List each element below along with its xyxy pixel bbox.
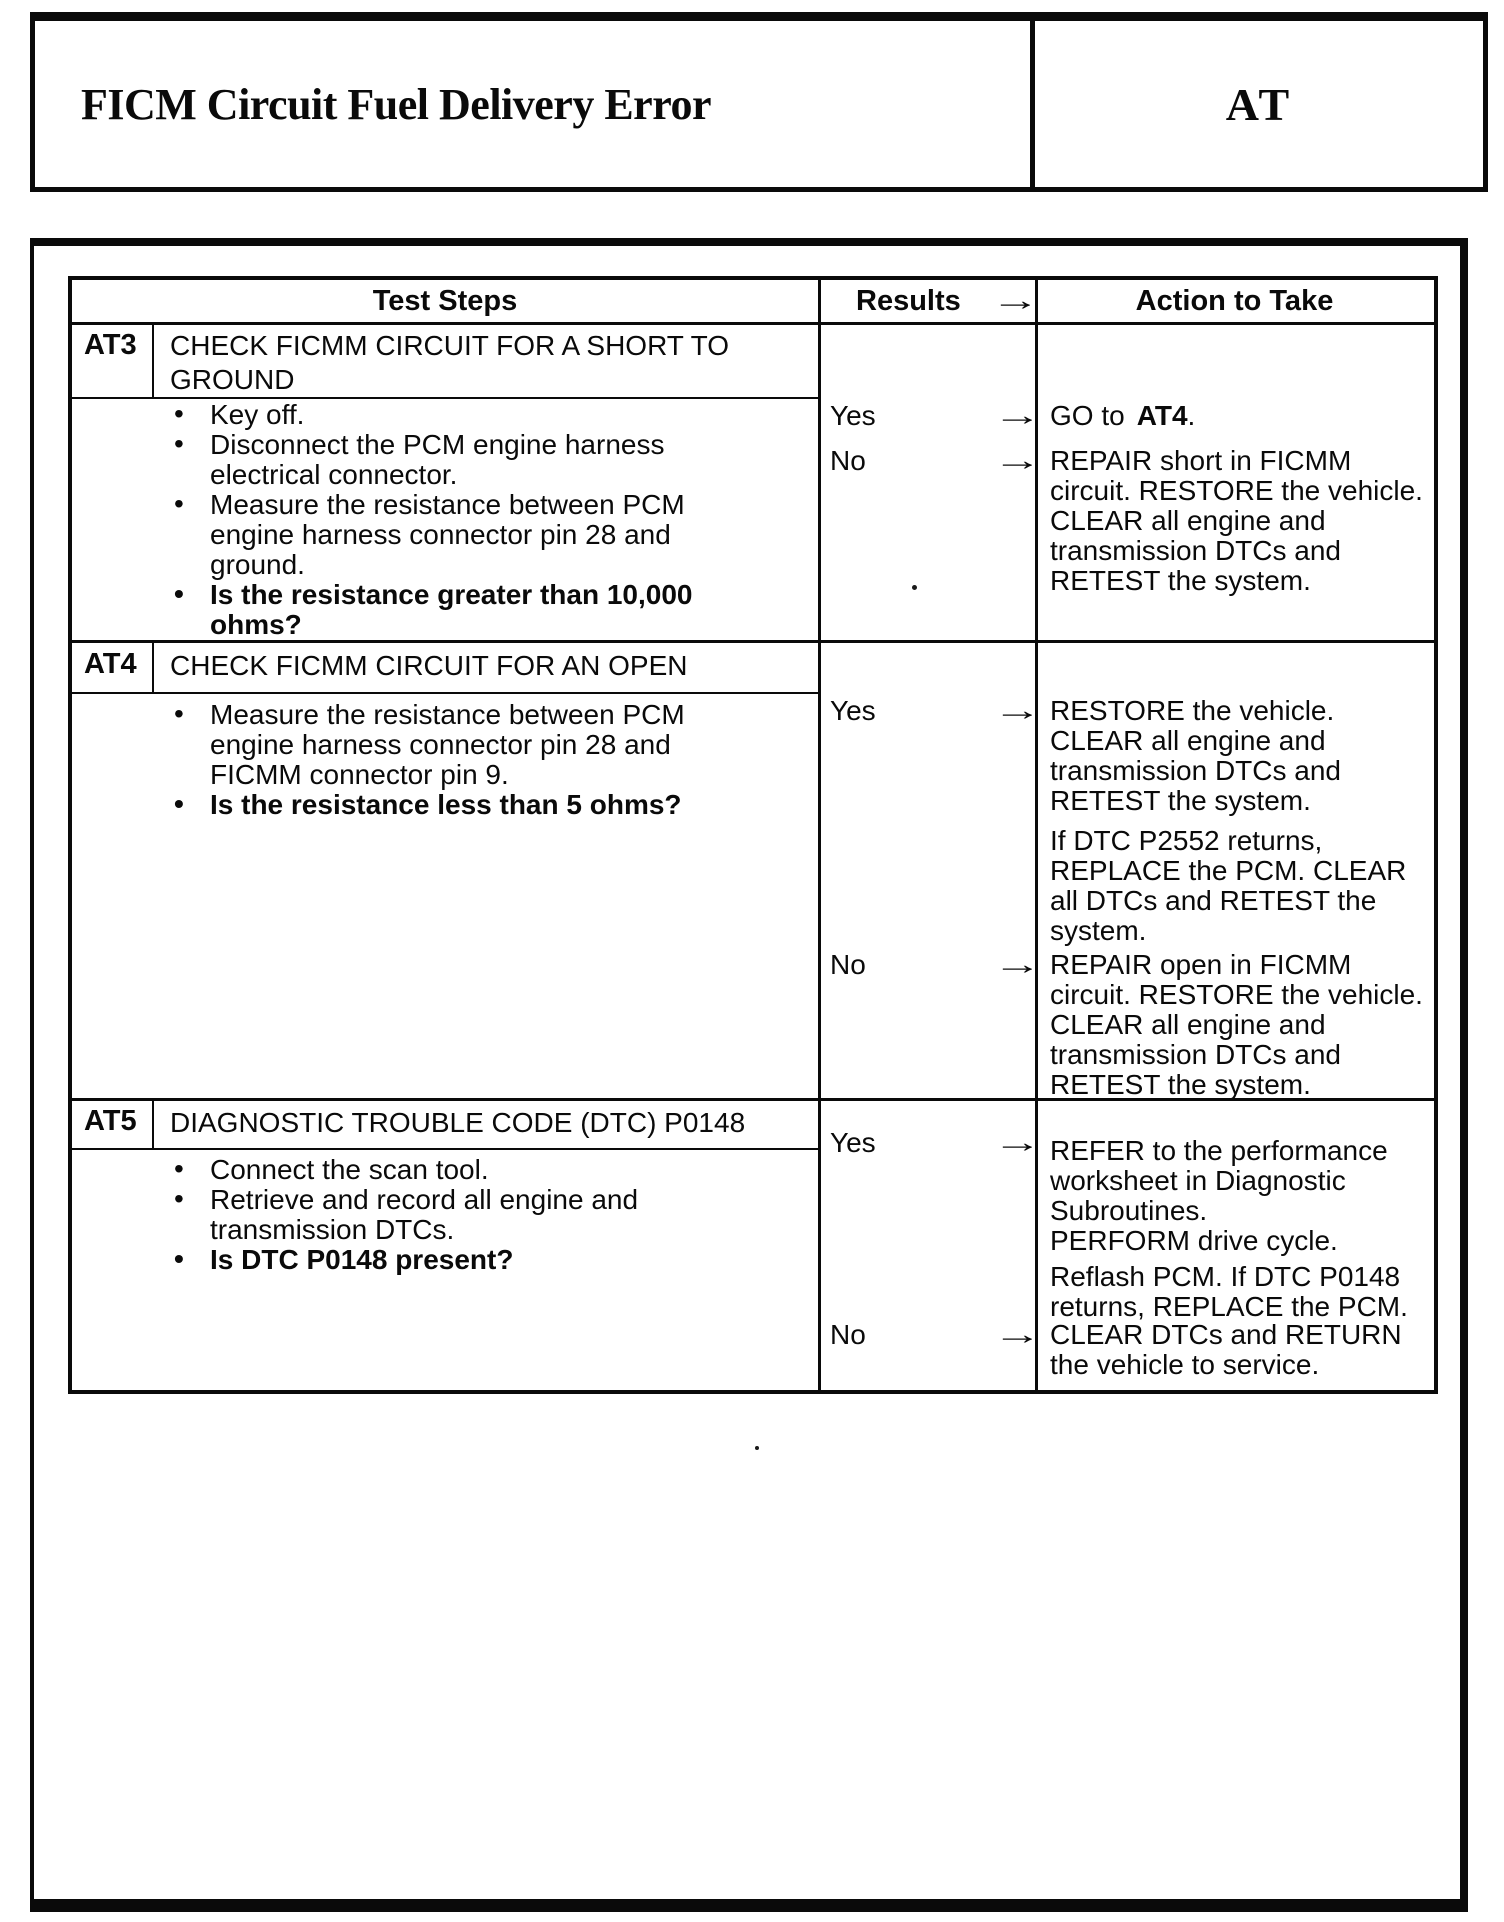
bullet-item: • Key off. <box>174 398 305 430</box>
result-answer: No <box>830 445 866 476</box>
step-bullets-at4 <box>166 700 720 820</box>
action-text: PERFORM drive cycle. <box>1050 1225 1338 1256</box>
at3-at4-divider <box>72 640 1434 643</box>
at3-title-divider <box>72 397 820 399</box>
action-text: REPAIR open in FICMM circuit. RESTORE the vehicle. CLEAR all engine and transmission DTCs and RETEST the system. <box>1050 949 1423 1100</box>
header-row-divider <box>72 322 1434 325</box>
scan-speck <box>755 1446 759 1450</box>
arrow-right-icon: → <box>992 1127 1042 1159</box>
arrow-right-icon: → <box>992 949 1042 981</box>
action-text: REPAIR short in FICMM circuit. RESTORE the vehicle. CLEAR all engine and transmission DTCs and RETEST the system. <box>1050 445 1423 596</box>
goto-step-reference: AT4 <box>1136 400 1188 431</box>
scan-speck <box>912 585 917 590</box>
step-id-at4: AT4 <box>84 648 137 680</box>
result-answer: Yes <box>830 400 876 431</box>
arrow-right-icon: → <box>990 285 1040 317</box>
at4-title-divider <box>72 692 820 694</box>
column-header-action: Action to Take <box>1135 285 1334 317</box>
result-no-row-at3 <box>818 446 1042 476</box>
bullet-icon: • <box>174 1153 184 1184</box>
column-header-results: Results → <box>856 285 1040 317</box>
step-title-at3: CHECK FICMM CIRCUIT FOR A SHORT TO GROUND <box>170 330 730 395</box>
at5-title-divider <box>72 1148 820 1150</box>
bullet-icon: • <box>174 788 184 819</box>
title-cell <box>35 21 1030 187</box>
section-code-box <box>1030 21 1483 187</box>
arrow-right-icon: → <box>992 1319 1042 1351</box>
action-cell-at3-yes <box>1050 401 1430 431</box>
bullet-icon: • <box>174 578 184 609</box>
action-text: RESTORE the vehicle. CLEAR all engine and transmission DTCs and RETEST the system. <box>1050 695 1341 816</box>
step-id-at5: AT5 <box>84 1105 137 1137</box>
section-code: AT <box>1225 78 1293 130</box>
action-text: CLEAR DTCs and RETURN the vehicle to service. <box>1050 1319 1402 1380</box>
bullet-item: • Measure the resistance between PCM engine harness connector pin 28 and FICMM connector pin 9. <box>174 698 685 790</box>
at3-label-divider <box>152 322 154 399</box>
at5-label-divider <box>152 1098 154 1150</box>
at4-label-divider <box>152 640 154 694</box>
result-answer: Yes <box>830 1127 876 1158</box>
bullet-icon: • <box>174 1183 184 1214</box>
bullet-item: • Connect the scan tool. <box>174 1153 489 1185</box>
result-answer: No <box>830 949 866 980</box>
action-cell-at4-no <box>1050 950 1430 1100</box>
bullet-icon: • <box>174 698 184 729</box>
result-no-row-at4 <box>818 950 1042 980</box>
result-yes-row-at4 <box>818 696 1042 726</box>
step-id-at3: AT3 <box>84 329 137 361</box>
result-yes-row-at3 <box>818 401 1042 431</box>
bullet-item: • Disconnect the PCM engine harness electrical connector. <box>174 428 665 490</box>
arrow-right-icon: → <box>992 695 1042 727</box>
arrow-right-icon: → <box>992 445 1042 477</box>
action-cell-at5-no <box>1050 1320 1430 1380</box>
bullet-icon: • <box>174 398 184 429</box>
step-bullets-at5 <box>166 1155 720 1275</box>
action-cell-at4-yes <box>1050 696 1430 946</box>
action-text: Reflash PCM. If DTC P0148 returns, REPLACE the PCM. <box>1050 1261 1408 1322</box>
action-text: GO to AT4. <box>1050 400 1196 431</box>
result-no-row-at5 <box>818 1320 1042 1350</box>
bullet-item: • Retrieve and record all engine and transmission DTCs. <box>174 1183 639 1245</box>
bullet-item: • Measure the resistance between PCM engine harness connector pin 28 and ground. <box>174 488 685 580</box>
result-answer: No <box>830 1319 866 1350</box>
column-header-test-steps: Test Steps <box>372 285 518 317</box>
step-title-at5: DIAGNOSTIC TROUBLE CODE (DTC) P0148 <box>170 1107 746 1138</box>
action-text: REFER to the performance worksheet in Diagnostic Subroutines. <box>1050 1135 1388 1226</box>
result-answer: Yes <box>830 695 876 726</box>
diagnostic-table <box>68 276 1438 1394</box>
title-bar <box>30 12 1488 192</box>
action-cell-at3-no <box>1050 446 1430 596</box>
bullet-item-question: • Is the resistance greater than 10,000 ohms? <box>174 578 693 640</box>
action-text: If DTC P2552 returns, REPLACE the PCM. CLEAR all DTCs and RETEST the system. <box>1050 825 1407 946</box>
arrow-right-icon: → <box>992 400 1042 432</box>
action-cell-at5-yes <box>1050 1136 1430 1322</box>
page-title: FICM Circuit Fuel Delivery Error <box>81 79 711 129</box>
step-bullets-at3 <box>166 400 720 640</box>
bullet-icon: • <box>174 1243 184 1274</box>
result-yes-row-at5 <box>818 1128 1042 1158</box>
bullet-item-question: • Is DTC P0148 present? <box>174 1243 514 1275</box>
bullet-item-question: • Is the resistance less than 5 ohms? <box>174 788 682 820</box>
bullet-icon: • <box>174 428 184 459</box>
step-title-at4: CHECK FICMM CIRCUIT FOR AN OPEN <box>170 650 688 681</box>
bullet-icon: • <box>174 488 184 519</box>
